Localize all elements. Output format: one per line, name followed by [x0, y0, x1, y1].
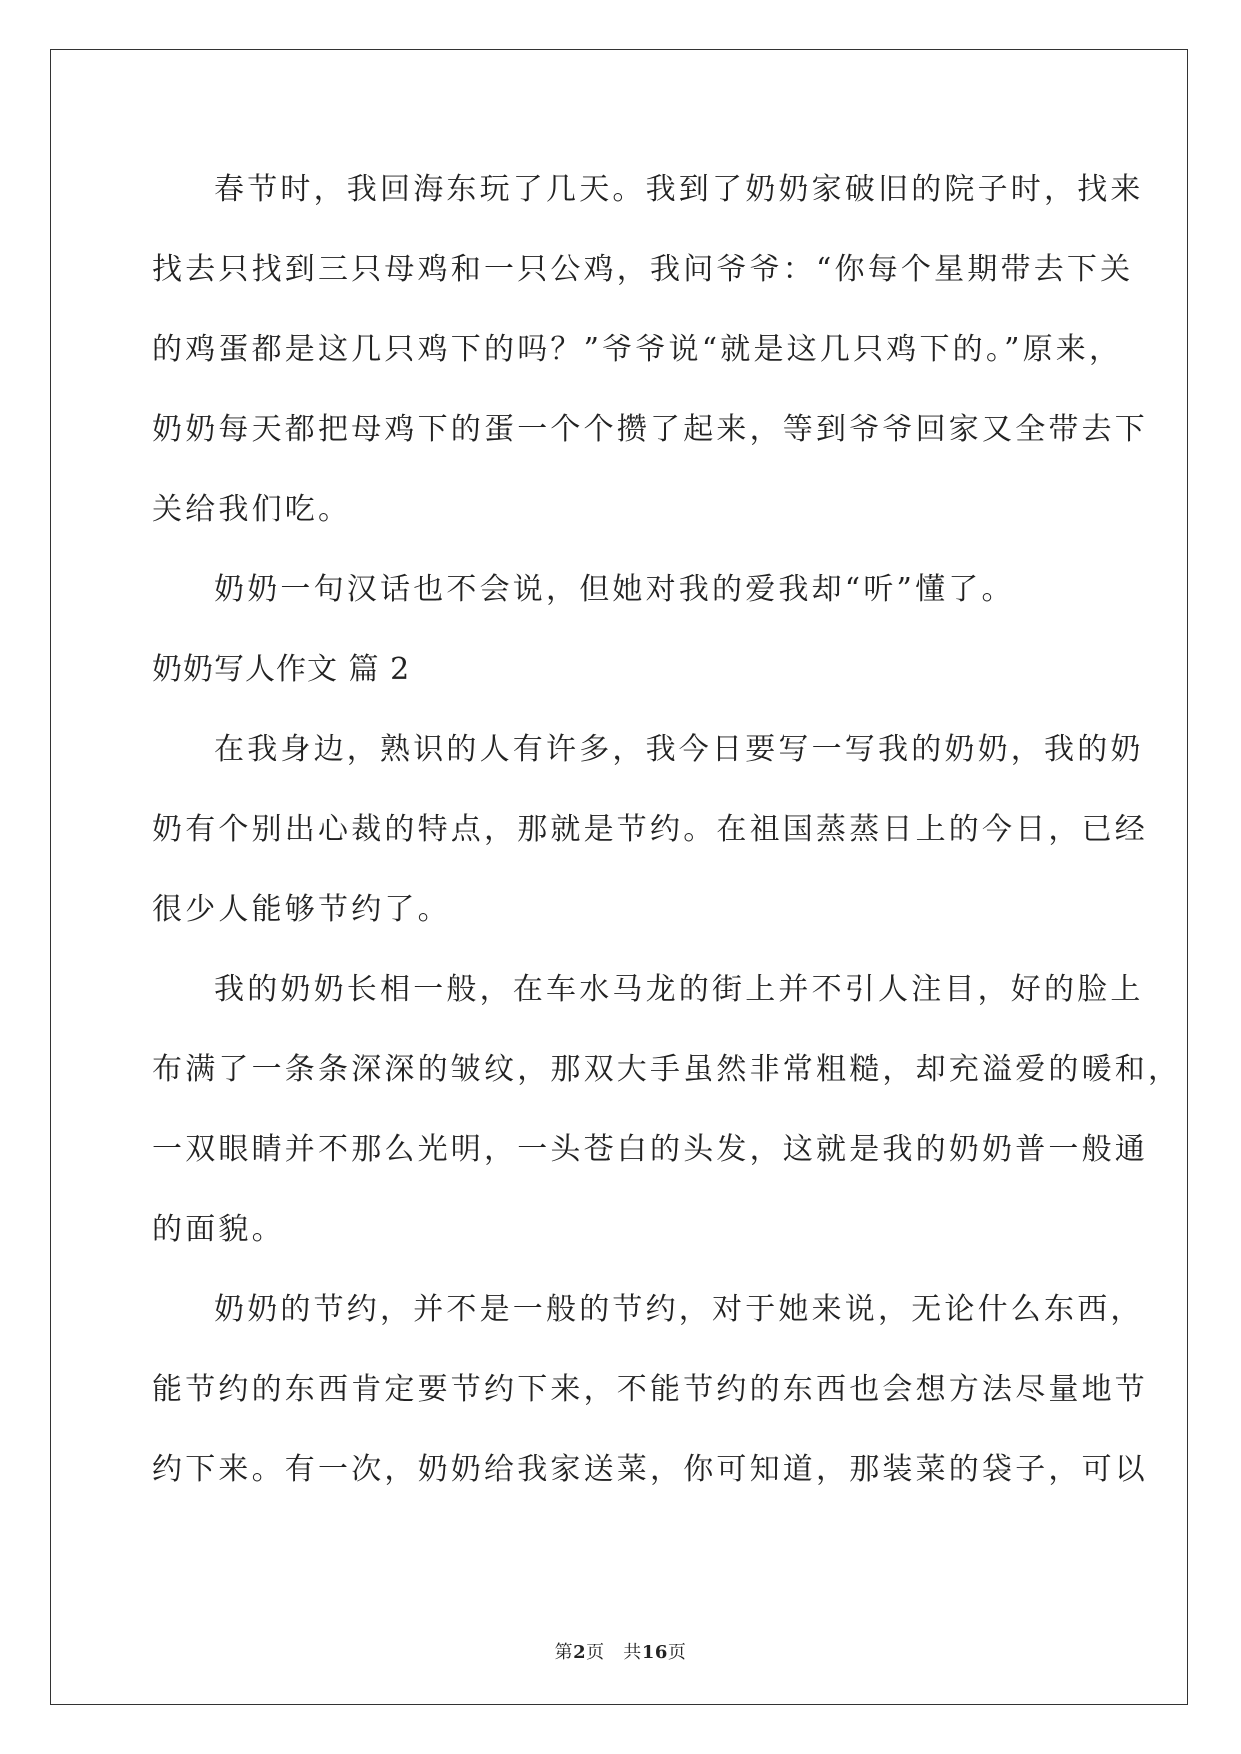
- text-line: 在我身边，熟识的人有许多，我今日要写一写我的奶奶，我的奶: [214, 732, 1144, 767]
- text-line: 奶有个别出心裁的特点，那就是节约。在祖国蒸蒸日上的今日，已经: [152, 812, 1148, 847]
- text-line: 春节时，我回海东玩了几天。我到了奶奶家破旧的院子时，找来: [214, 172, 1144, 207]
- page-footer: [0, 1638, 1241, 1664]
- document-body: [152, 158, 1182, 1518]
- footer-prefix: 第: [554, 1642, 574, 1663]
- text-line: 奶奶一句汉话也不会说，但她对我的爱我却“听”懂了。: [214, 572, 1015, 607]
- text-line: 奶奶的节约，并不是一般的节约，对于她来说，无论什么东西，: [214, 1292, 1144, 1327]
- text-line: 很少人能够节约了。: [152, 892, 451, 927]
- text-line: 找去只找到三只母鸡和一只公鸡，我问爷爷：“你每个星期带去下关: [152, 252, 1134, 287]
- text-line: 能节约的东西肯定要节约下来，不能节约的东西也会想方法尽量地节: [152, 1372, 1148, 1407]
- text-line: 约下来。有一次，奶奶给我家送菜，你可知道，那装菜的袋子，可以: [152, 1452, 1148, 1487]
- text-line: 奶奶每天都把母鸡下的蛋一个个攒了起来，等到爷爷回家又全带去下: [152, 412, 1148, 447]
- total-page-count: 16: [641, 1642, 668, 1663]
- text-line: 一双眼睛并不那么光明，一头苍白的头发，这就是我的奶奶普一般通: [152, 1132, 1148, 1167]
- section-heading: 奶奶写人作文 篇 2: [152, 652, 411, 687]
- text-line: 我的奶奶长相一般，在车水马龙的街上并不引人注目，好的脸上: [214, 972, 1144, 1007]
- text-line: 关给我们吃。: [152, 492, 352, 527]
- footer-suffix: 页: [667, 1642, 687, 1663]
- text-line: 的鸡蛋都是这几只鸡下的吗？”爷爷说“就是这几只鸡下的。”原来，: [152, 332, 1123, 367]
- footer-middle: 页 共: [586, 1642, 642, 1663]
- current-page-number: 2: [573, 1642, 587, 1663]
- text-line: 的面貌。: [152, 1212, 285, 1247]
- text-line: 布满了一条条深深的皱纹，那双大手虽然非常粗糙，却充溢爱的暖和，: [152, 1052, 1182, 1087]
